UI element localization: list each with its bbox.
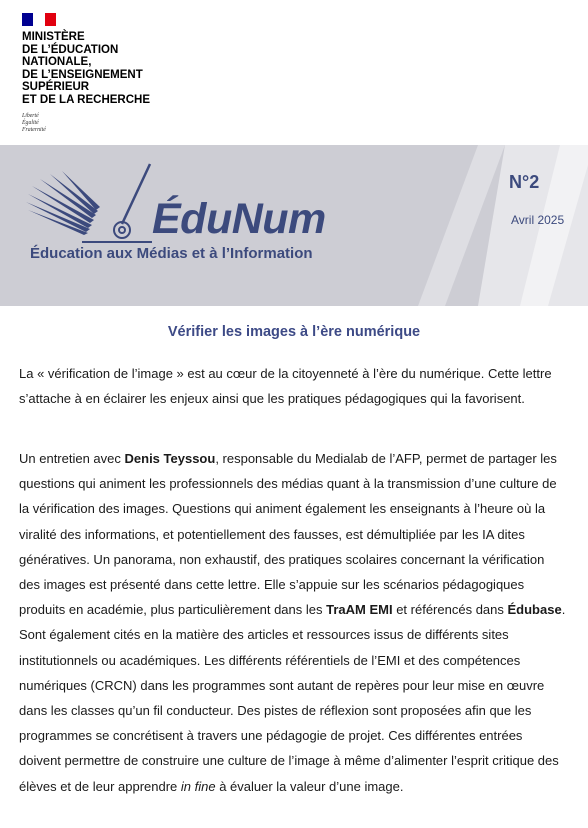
ministry-line: DE L’ENSEIGNEMENT xyxy=(22,68,143,81)
ministry-line: SUPÉRIEUR xyxy=(22,81,90,94)
in-fine-term: in fine xyxy=(180,778,216,794)
body-text: à évaluer la valeur d’une image. xyxy=(215,778,404,794)
interviewee-name: Denis Teyssou xyxy=(124,451,216,466)
body-text: , responsable du Medialab de l’AFP, permet de partager les questions qui animent les professionnels des médias quant à la transmission d’une culture de la vérification des images. Questions qui animent également les enseignants à l’heure où la viralité des informations, et potentiellement des fausses, est démultipliée par les IA dites génératives. Un panorama, non exhaustif, des pratiques scolaires concernant la vérification des images est présenté dans cette lettre. Elle s’appuie sur les scénarios pédagogiques produits en académie, plus particulièrement dans les xyxy=(19,451,557,618)
book-logo-icon xyxy=(22,162,152,248)
body-text: et référencés dans xyxy=(392,602,508,618)
newsletter-subtitle: Éducation aux Médias et à l’Information xyxy=(30,245,313,262)
issue-number: N°2 xyxy=(509,172,540,192)
edubase-term: Édubase xyxy=(507,602,562,618)
motto-line: Fraternité xyxy=(22,127,46,133)
body-text: . Sont également cités en la matière des articles et ressources issus de différents sites institutionnels ou académiques. Les différents référentiels de l’EMI et des compétences numériques (CRCN) dans les programmes sont autant de repères pour leur mise en œuvre dans les classes qu’un fil conducteur. Des pistes de réflexion sont proposées afin que les programmes se concrétisent à travers une pédagogie de projet. Ces différentes entrées doivent permettre de construire une culture de l’image à même d’alimenter l’esprit critique des élèves et de leur apprendre xyxy=(19,602,566,794)
ministry-line: ET DE LA RECHERCHE xyxy=(22,93,150,106)
ministry-line: NATIONALE, xyxy=(22,56,92,69)
french-flag-icon xyxy=(22,13,56,26)
body-paragraph xyxy=(19,446,567,799)
republic-motto xyxy=(22,113,46,134)
article-title: Vérifier les images à l’ère numérique xyxy=(167,324,421,340)
ministry-line: DE L’ÉDUCATION xyxy=(22,43,119,56)
body-text: Un entretien avec xyxy=(19,451,125,466)
motto-line: Égalité xyxy=(22,120,39,126)
motto-line: Liberté xyxy=(22,113,39,119)
traam-emi-term: TraAM EMI xyxy=(326,602,393,618)
ministry-line: MINISTÈRE xyxy=(22,31,85,43)
issue-date: Avril 2025 xyxy=(511,213,565,227)
newsletter-title: ÉduNum xyxy=(152,195,326,243)
intro-paragraph: La « vérification de l’image » est au cœur de la citoyenneté à l’ère du numérique. Cette lettre s’attache à en éclairer les enjeux ainsi que les pratiques pédagogiques qui la favorisent. xyxy=(19,366,552,407)
ministry-name xyxy=(22,31,150,107)
